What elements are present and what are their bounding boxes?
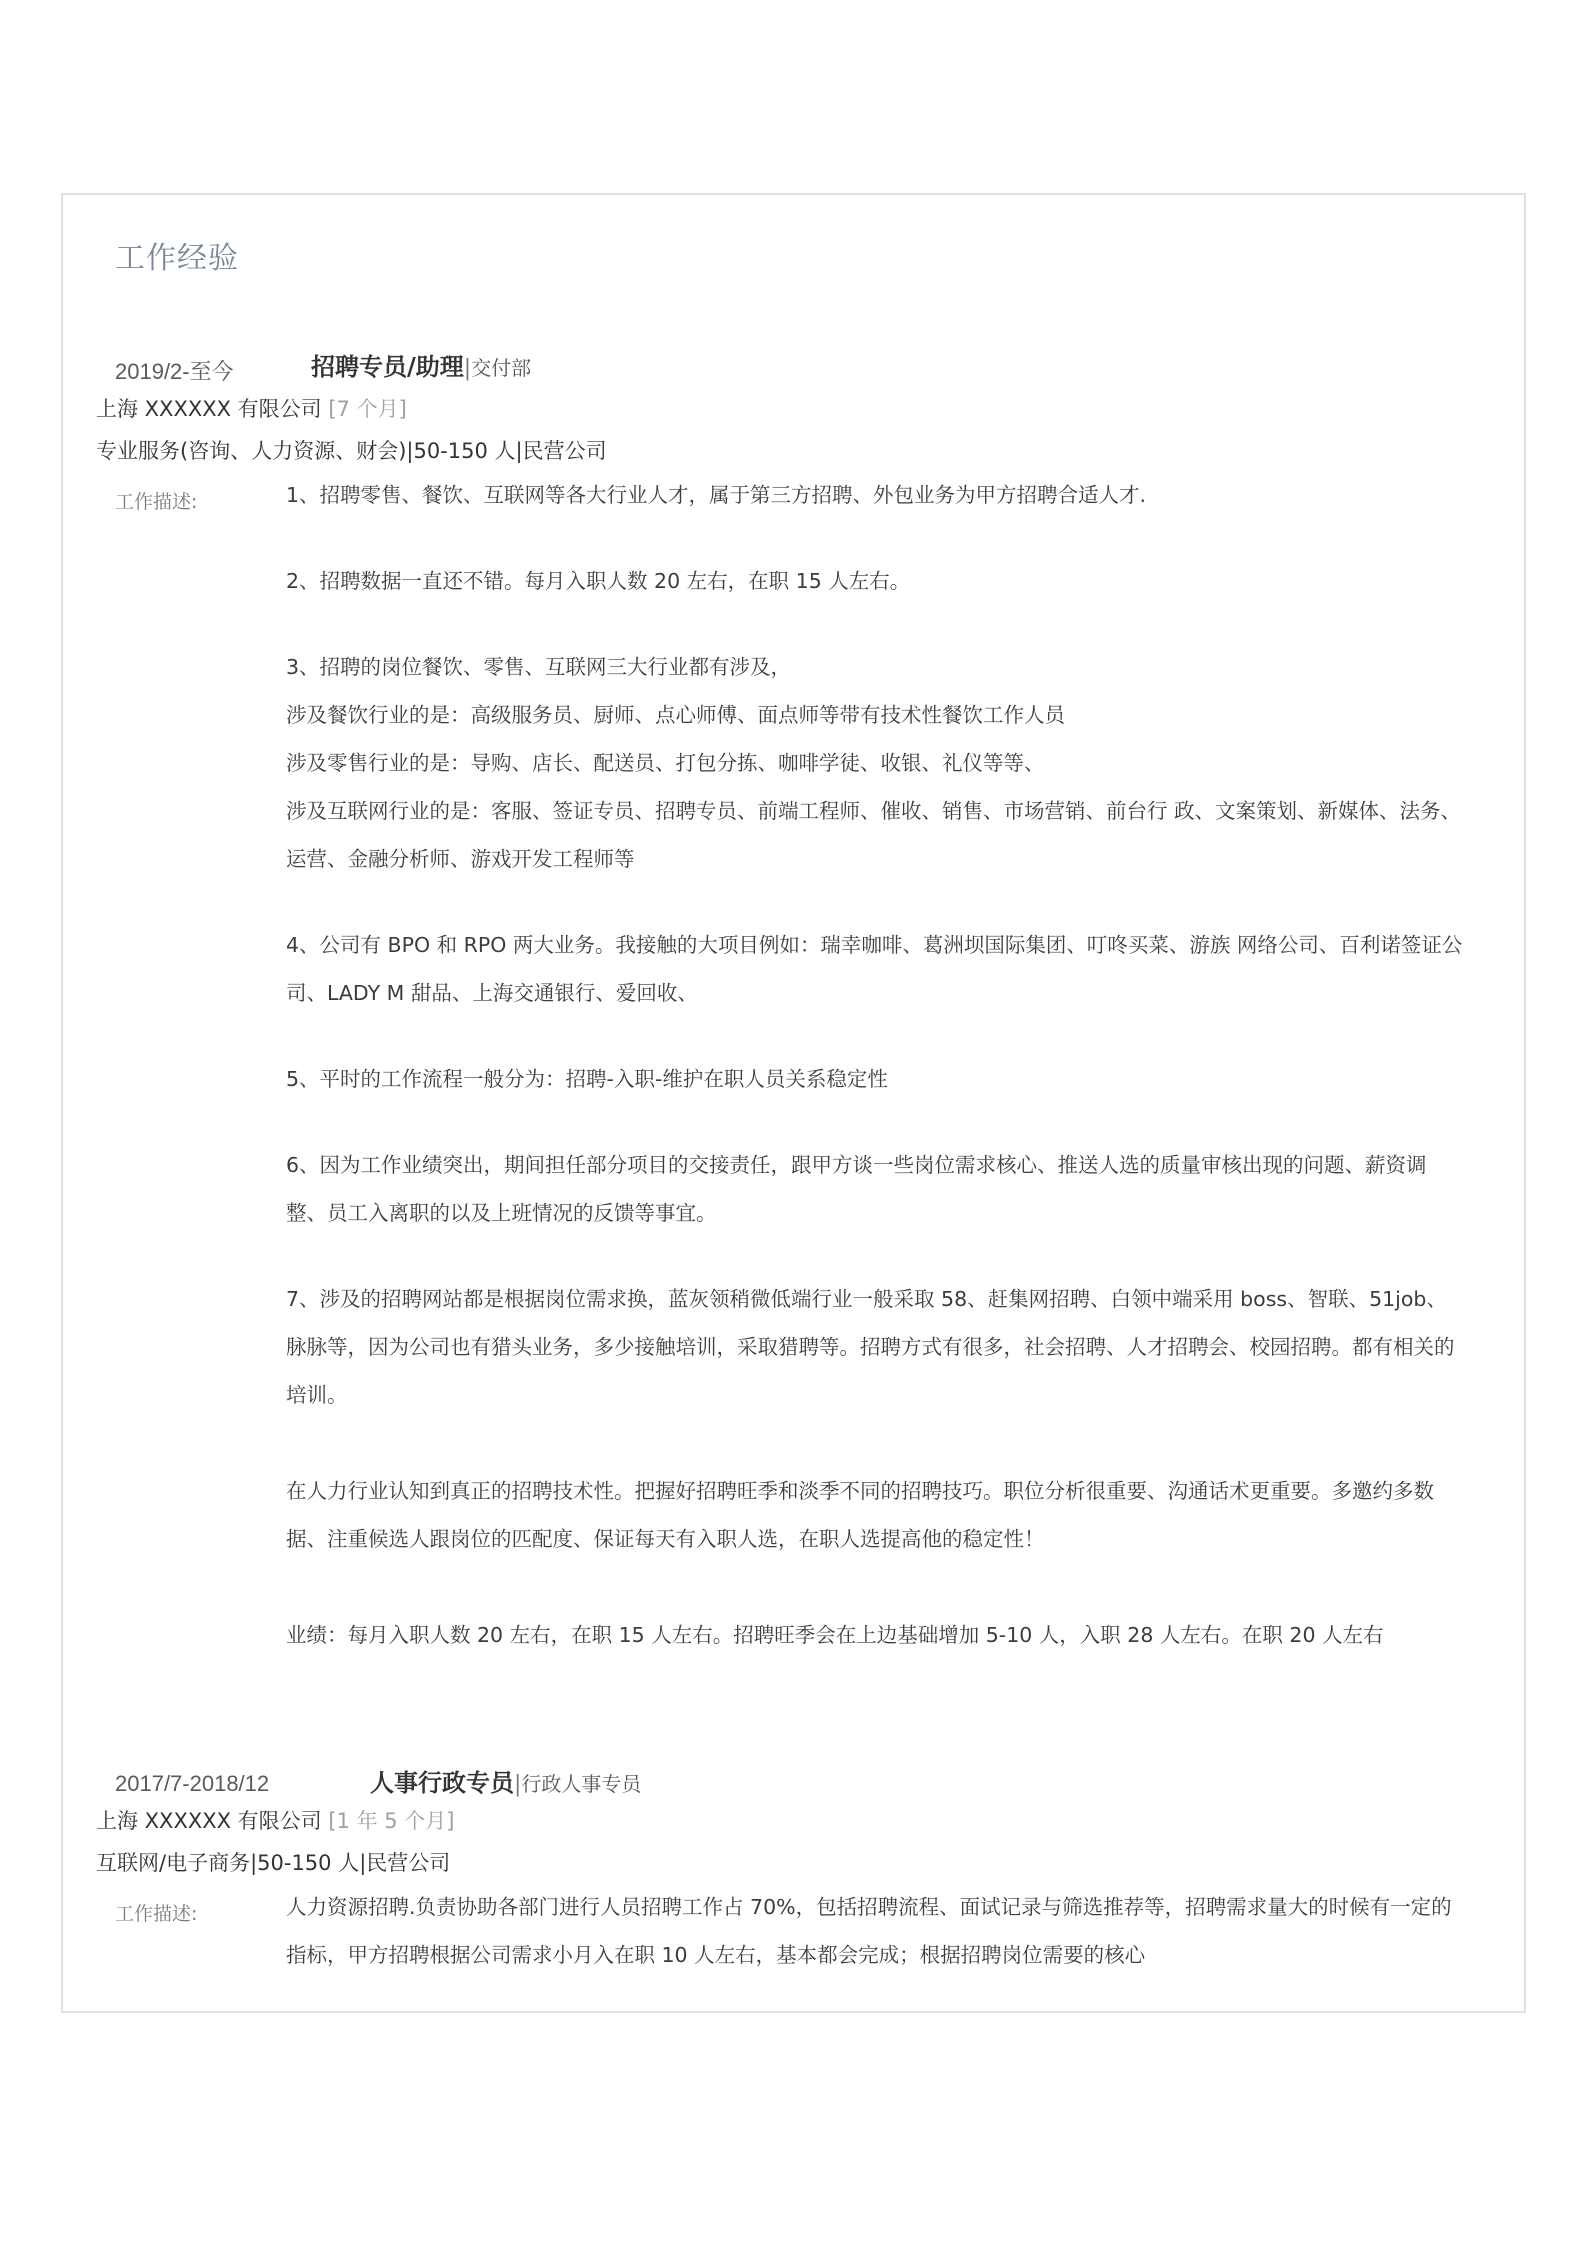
- description-body: [286, 471, 1466, 1659]
- job-date: 2019/2-至今: [115, 359, 234, 384]
- desc-paragraph: 涉及零售行业的是：导购、店长、配送员、打包分拣、咖啡学徒、收银、礼仪等等、: [286, 751, 1045, 775]
- work-experience-card: [61, 193, 1526, 2013]
- industry-line: 互联网/电子商务|50-150 人|民营公司: [96, 1851, 451, 1875]
- desc-paragraph: 在人力行业认知到真正的招聘技术性。把握好招聘旺季和淡季不同的招聘技巧。职位分析很重要、沟通话术更重要。多邀约多数据、注重候选人跟岗位的匹配度、保证每天有入职人选，在职人选提高他的稳定性！: [286, 1479, 1434, 1551]
- desc-paragraph: 6、因为工作业绩突出，期间担任部分项目的交接责任，跟甲方谈一些岗位需求核心、推送人选的质量审核出现的问题、薪资调整、员工入离职的以及上班情况的反馈等事宜。: [286, 1153, 1427, 1225]
- job-title: 招聘专员/助理: [311, 352, 464, 381]
- job-department: 交付部: [471, 356, 532, 380]
- company-line: [96, 1805, 455, 1835]
- desc-paragraph: 业绩：每月入职人数 20 左右，在职 15 人左右。招聘旺季会在上边基础增加 5-10 人，入职 28 人左右。在职 20 人左右: [286, 1623, 1384, 1647]
- title-separator: |: [463, 356, 472, 381]
- company-name: 上海 XXXXXX 有限公司: [96, 1809, 322, 1833]
- title-separator: |: [514, 1772, 522, 1797]
- job-title-line: [311, 347, 531, 382]
- job-duration: [7 个月]: [328, 397, 407, 421]
- description-label: 工作描述:: [115, 491, 198, 513]
- desc-paragraph: 1、招聘零售、餐饮、互联网等各大行业人才，属于第三方招聘、外包业务为甲方招聘合适人才.: [286, 483, 1147, 507]
- job-date: 2017/7-2018/12: [115, 1771, 270, 1796]
- description-body: [286, 1883, 1466, 1979]
- desc-paragraph: 涉及餐饮行业的是：高级服务员、厨师、点心师傅、面点师等带有技术性餐饮工作人员: [286, 703, 1065, 727]
- desc-paragraph: 2、招聘数据一直还不错。每月入职人数 20 左右，在职 15 人左右。: [286, 569, 911, 593]
- desc-paragraph: 5、平时的工作流程一般分为：招聘-入职-维护在职人员关系稳定性: [286, 1067, 888, 1091]
- description-label: 工作描述:: [115, 1903, 198, 1925]
- desc-paragraph: 人力资源招聘.负责协助各部门进行人员招聘工作占 70%，包括招聘流程、面试记录与筛选推荐等，招聘需求量大的时候有一定的指标，甲方招聘根据公司需求小月入在职 10 人左右，基本都会完成；根据招聘岗位需要的核心: [286, 1895, 1452, 1967]
- desc-paragraph: 4、公司有 BPO 和 RPO 两大业务。我接触的大项目例如：瑞幸咖啡、葛洲坝国际集团、叮咚买菜、游族 网络公司、百利诺签证公司、LADY M 甜品、上海交通银行、爱回收、: [286, 933, 1463, 1005]
- job-department: 行政人事专员: [521, 1772, 642, 1796]
- desc-paragraph: 7、涉及的招聘网站都是根据岗位需求换，蓝灰领稍微低端行业一般采取 58、赶集网招聘、白领中端采用 boss、智联、51job、脉脉等，因为公司也有猎头业务，多少接触培训，采取猎聘等。招聘方式有很多，社会招聘、人才招聘会、校园招聘。都有相关的培训。: [286, 1287, 1455, 1407]
- desc-paragraph: 3、招聘的岗位餐饮、零售、互联网三大行业都有涉及，: [286, 655, 792, 679]
- industry-line: 专业服务(咨询、人力资源、财会)|50-150 人|民营公司: [96, 439, 607, 463]
- job-title: 人事行政专员: [370, 1768, 514, 1797]
- company-name: 上海 XXXXXX 有限公司: [96, 397, 322, 421]
- job-title-line: [370, 1763, 641, 1798]
- job-duration: [1 年 5 个月]: [328, 1809, 455, 1833]
- company-line: [96, 393, 407, 423]
- desc-paragraph: 涉及互联网行业的是：客服、签证专员、招聘专员、前端工程师、催收、销售、市场营销、前台行 政、文案策划、新媒体、法务、运营、金融分析师、游戏开发工程师等: [286, 799, 1462, 871]
- section-title: 工作经验: [115, 241, 239, 276]
